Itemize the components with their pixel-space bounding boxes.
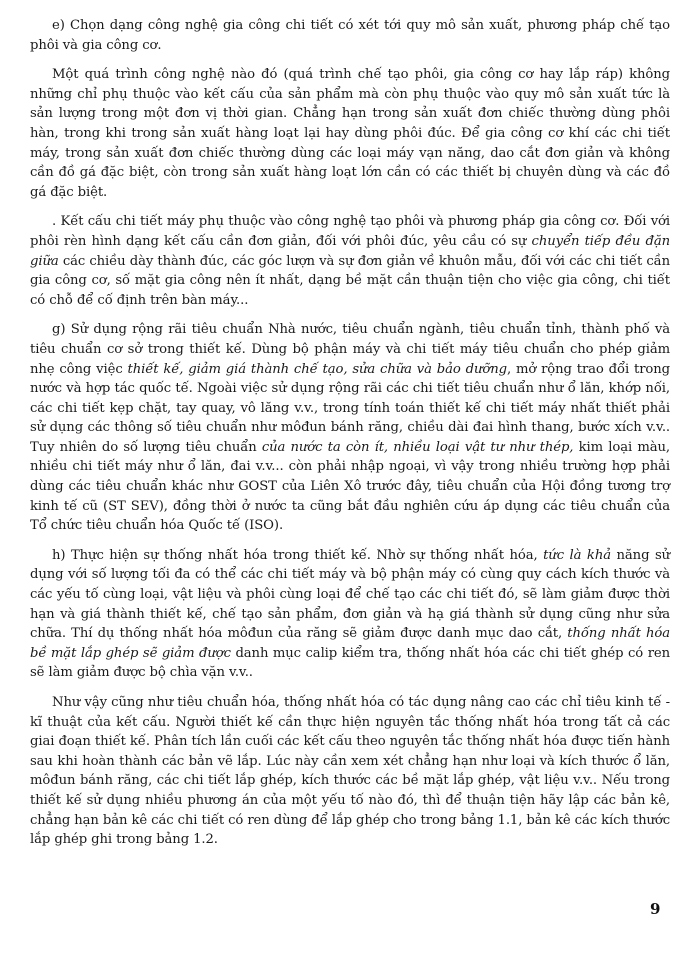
h-text-3: danh mục calip kiểm tra, thống nhất hóa các chi tiết ghép có ren sẽ làm giảm được bộ chìa vặn v.v..	[30, 645, 670, 681]
g-text-3: kim loại màu, nhiều chi tiết máy như ổ lăn, đai v.v... còn phải nhập ngoại, vì vậy trong nhiều trường hợp phải dùng các tiêu chuẩn khác như GOST của Liên Xô trước đây, tiêu chuẩn của Hội đồng tương trợ kinh tế cũ (ST SEV), đồng thời ở nước ta cũng bắt đầu nghiên cứu áp dụng các tiêu chuẩn của Tổ chức tiêu chuẩn hóa Quốc tế (ISO).	[30, 439, 670, 534]
g-text-1: g) Sử dụng rộng rãi tiêu chuẩn Nhà nước, tiêu chuẩn ngành, tiêu chuẩn tỉnh, thành phố và tiêu chuẩn cơ sở trong thiết kế. Dùng bộ phận máy và chi tiết máy tiêu chuẩn cho phép giảm nhẹ công việc	[30, 322, 670, 377]
paragraph-e: e) Chọn dạng công nghệ gia công chi tiết có xét tới quy mô sản xuất, phương pháp chế tạo phôi và gia công cơ.	[30, 18, 670, 53]
paragraph-process: Một quá trình công nghệ nào đó (quá trình chế tạo phôi, gia công cơ hay lắp ráp) không những chỉ phụ thuộc vào kết cấu của sản phẩm mà còn phụ thuộc vào quy mô sản xuất tức là sản lượng trong một đơn vị thời gian. Chẳng hạn trong sản xuất đơn chiếc thường dùng phôi hàn, trong khi trong sản xuất hàng loạt lại hay dùng phôi đúc. Để gia công cơ khí các chi tiết máy, trong sản xuất đơn chiếc thường dùng các loại máy vạn năng, dao cắt đơn giản và không cần đồ gá đặc biệt, còn trong sản xuất hàng loạt lớn cần có các thiết bị chuyên dùng và các đồ gá đặc biệt.	[30, 67, 670, 200]
structure-text-1: . Kết cấu chi tiết máy phụ thuộc vào công nghệ tạo phôi và phương pháp gia công cơ. Đối với phôi rèn hình dạng kết cấu cần đơn giản, đối với phôi đúc, yêu cầu có sự	[30, 214, 670, 249]
h-italic-1: tức là khả	[543, 547, 611, 563]
structure-italic-1: chuyển tiếp đều đặn giữa	[30, 233, 670, 269]
g-italic-2: của nước ta còn ít, nhiều loại vật tư như thép,	[261, 439, 574, 455]
g-italic-1: thiết kế, giảm giá thành chế tạo, sửa chữa và bảo dưỡng	[127, 361, 507, 377]
structure-text-2: các chiều dày thành đúc, các góc lượn và sự đơn giản về khuôn mẫu, đối với các chi tiết cần gia công cơ, số mặt gia công nên ít nhất, dạng bề mặt cần thuận tiện cho việc gia công, chi tiết có chỗ để cố định trên bàn máy...	[30, 253, 670, 308]
body-text	[30, 16, 670, 858]
g-text-2: , mở rộng trao đổi trong nước và hợp tác quốc tế. Ngoài việc sử dụng rộng rãi các chi tiết tiêu chuẩn như ổ lăn, khớp nối, các chi tiết kẹp chặt, tay quay, vô lăng v.v., trong tính toán thiết kế chi tiết máy nhất thiết phải sử dụng các thông số tiêu chuẩn như môđun bánh răng, chiều dài đai hình thang, bước xích v.v.. Tuy nhiên do số lượng tiêu chuẩn	[30, 361, 670, 455]
h-italic-2: thống nhất hóa bề mặt lắp ghép sẽ giảm được	[30, 626, 670, 661]
h-text-1: h) Thực hiện sự thống nhất hóa trong thiết kế. Nhờ sự thống nhất hóa,	[52, 547, 544, 563]
paragraph-g	[30, 320, 670, 536]
paragraph-structure	[30, 212, 670, 310]
paragraph-h	[30, 546, 670, 683]
page-number: 9	[650, 900, 661, 918]
h-text-2: năng sử dụng với số lượng tối đa có thể các chi tiết máy và bộ phận máy có cùng quy cách kích thước và các yếu tố cùng loại, vật liệu và phôi cùng loại để chế tạo các chi tiết đó, sẽ làm giảm được thời hạn và giá thành thiết kế, chế tạo sản phẩm, đơn giản và hạ giá thành sử dụng cũng như sửa chữa. Thí dụ thống nhất hóa môđun của răng sẽ giảm được danh mục dao cắt,	[30, 547, 671, 642]
paragraph-conclusion: Như vậy cũng như tiêu chuẩn hóa, thống nhất hóa có tác dụng nâng cao các chỉ tiêu kinh tế - kĩ thuật của kết cấu. Người thiết kế cần thực hiện nguyên tắc thống nhất hóa trong tất cả các giai đoạn thiết kế. Phân tích lần cuối các kết cấu theo nguyên tắc thống nhất hóa được tiến hành sau khi hoàn thành các bản vẽ lắp. Lúc này cần xem xét chẳng hạn như loại và kích thước ổ lăn, môđun bánh răng, các chi tiết lắp ghép, kích thước các bề mặt lắp ghép, vật liệu v.v.. Nếu trong thiết kế sử dụng nhiều phương án của một yếu tố nào đó, thì để thuận tiện hãy lập các bản kê, chẳng hạn bản kê các chi tiết có ren dùng để lắp ghép cho trong bảng 1.1, bản kê các kích thước lắp ghép ghi trong bảng 1.2.	[30, 695, 670, 848]
